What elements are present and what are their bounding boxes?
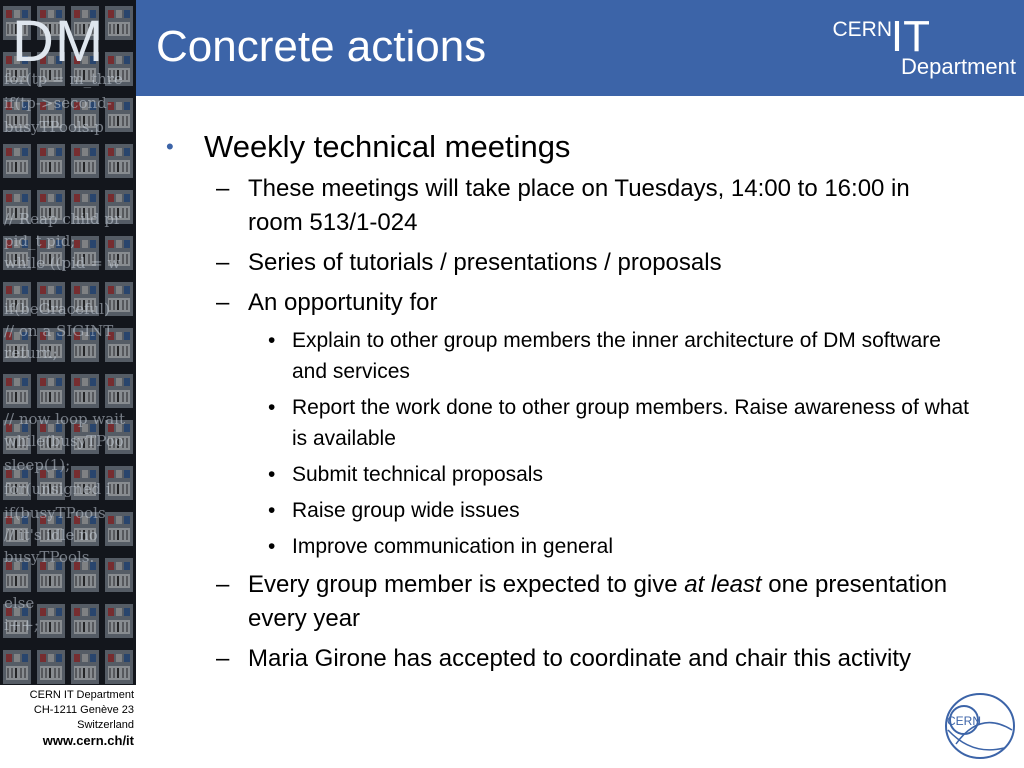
dash-icon: – (216, 645, 230, 672)
dash-icon: – (216, 289, 230, 316)
sub-bullet-item (160, 568, 948, 636)
sub-bullet-item (160, 172, 948, 240)
code-line: i++; (4, 616, 39, 634)
code-line: while(busyTPoo (4, 432, 124, 450)
bullet-text: Weekly technical meetings (204, 129, 571, 164)
sub-sub-bullet-text: Raise group wide issues (292, 499, 520, 522)
dash-icon: – (216, 249, 230, 276)
bullet-dot-icon: • (268, 329, 276, 352)
bullet-dot-icon: • (166, 134, 174, 159)
footer-url-link[interactable]: www.cern.ch/it (42, 733, 134, 748)
sub-bullet-item (160, 642, 948, 676)
sub-bullet-item (160, 246, 948, 280)
bullet-item (160, 128, 1000, 166)
code-line: // Reap child pr (4, 210, 122, 228)
bullet-dot-icon: • (268, 396, 276, 419)
footer-department: CERN IT Department (29, 689, 134, 701)
brand-it: IT (890, 12, 930, 61)
cern-logo (942, 690, 1018, 762)
sub-sub-bullet-text: Report the work done to other group members. Raise awareness of what is available (292, 396, 970, 450)
sub-sub-bullet-item (160, 325, 972, 387)
sub-sub-bullet-text: Explain to other group members the inner architecture of DM software and services (292, 329, 941, 383)
code-line: while ((pid = w (4, 254, 121, 272)
bullet-dot-icon: • (268, 535, 276, 558)
cern-ring-icon (942, 690, 1018, 762)
dash-icon: – (216, 175, 230, 202)
sub-bullet-item (160, 286, 948, 320)
sub-bullet-text-post: one presentation every year (248, 571, 948, 632)
footer-country: Switzerland (77, 719, 134, 731)
slide-title: Concrete actions (156, 22, 487, 71)
footer-postal: CH-1211 Genève 23 (33, 704, 134, 716)
footer-address (0, 688, 136, 768)
code-line: // it's idle no (4, 526, 98, 544)
sub-sub-bullet-item (160, 495, 972, 526)
sidebar-image (0, 0, 136, 685)
sub-sub-bullet-text: Improve communication in general (292, 535, 613, 558)
code-line: for(unsigned i (4, 480, 111, 498)
code-line: busyTPools. (4, 548, 95, 566)
sub-bullet-text: These meetings will take place on Tuesdays, 14:00 to 16:00 in room 513/1-024 (248, 175, 910, 236)
dash-icon: – (216, 571, 230, 598)
sub-sub-bullet-item (160, 459, 972, 490)
slide-header (136, 0, 1024, 96)
code-line: busyTPools.p (4, 118, 104, 136)
code-line: sleep(1); (4, 456, 71, 474)
sub-bullet-text: An opportunity for (248, 289, 438, 316)
cern-it-department-logo (816, 14, 1016, 84)
sub-sub-bullet-text: Submit technical proposals (292, 463, 543, 486)
brand-department: Department (901, 54, 1016, 79)
code-line: // on a SIGINT (4, 322, 114, 340)
sub-sub-bullet-item (160, 531, 972, 562)
code-line: for(tp = m_thre (4, 70, 123, 88)
sub-bullet-text: Series of tutorials / presentations / proposals (248, 249, 722, 276)
bullet-dot-icon: • (268, 463, 276, 486)
code-line: pid_t pid; (4, 232, 76, 250)
brand-cern: CERN (832, 18, 892, 41)
sub-bullet-text-pre: Every group member is expected to give (248, 571, 685, 598)
code-line: return; (4, 344, 58, 362)
sub-sub-bullet-item (160, 392, 972, 454)
sub-bullet-text: Maria Girone has accepted to coordinate and chair this activity (248, 645, 912, 672)
code-line: else (4, 594, 35, 612)
code-line: if(tp->second- (4, 94, 112, 112)
emphasis-text: at least (684, 571, 762, 598)
bullet-dot-icon: • (268, 499, 276, 522)
cern-logo-text: CERN (946, 714, 982, 728)
slide-content (160, 120, 1000, 676)
code-line: if(busyTPools (4, 504, 106, 522)
code-line: if(beGraceful) (4, 300, 110, 318)
dm-logo: DM (12, 9, 105, 74)
code-line: // now loop wait (4, 410, 126, 428)
